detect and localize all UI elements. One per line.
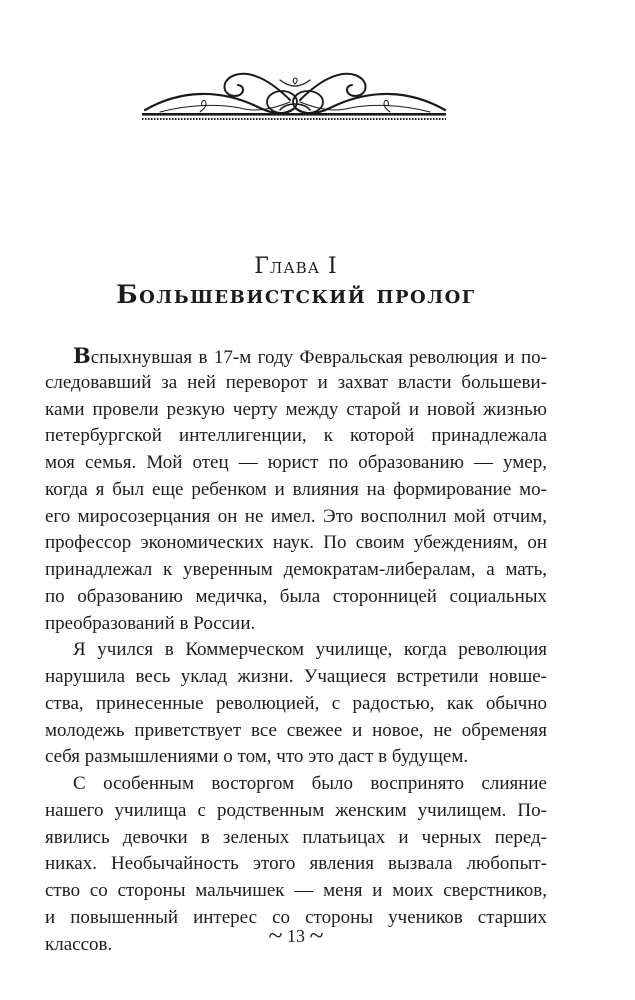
body-text — [45, 343, 547, 958]
text-line: преобразований в России. — [45, 612, 256, 634]
tilde-ornament-icon: ~ — [309, 921, 324, 950]
text-line: себя размышлениями о том, что это даст в будущем. — [45, 746, 469, 768]
text-line: ками провели резкую черту между старой и новой жизнью — [45, 398, 547, 420]
text-line: никах. Необычайность этого явления вызвала любопыт- — [45, 853, 547, 875]
text-line: явились девочки в зеленых платьицах и черных перед- — [45, 826, 547, 848]
text-line: и повышенный интерес со стороны учеников старших — [45, 906, 547, 928]
text-line: моя семья. Мой отец — юрист по образованию — умер, — [45, 452, 547, 473]
text-line: классов. — [45, 933, 113, 955]
paragraph-2 — [45, 637, 547, 771]
text-line: следовавший за ней переворот и захват власти большеви- — [45, 371, 547, 393]
page-number-footer — [0, 921, 592, 951]
text-line: принадлежал к уверенным демократам-либералам, а мать, — [45, 559, 547, 580]
text-line: нарушила весь уклад жизни. Учащиеся встретили новше- — [45, 666, 547, 687]
paragraph-1 — [45, 343, 547, 637]
text-line: нашего училища с родственным женским училищем. По- — [45, 799, 547, 821]
text-line: когда я был еще ребенком и влияния на формирование мо- — [45, 478, 547, 500]
header-ornament-icon — [140, 60, 450, 124]
chapter-title: Большевистский пролог — [116, 280, 476, 309]
text-line: ства, принесенные революцией, с радостью, как обычно — [45, 692, 547, 714]
chapter-label: Глава I — [254, 254, 338, 279]
text-line: ство со стороны мальчишек — меня и моих сверстников, — [45, 880, 547, 901]
text-line: петербургской интеллигенции, к которой принадлежала — [45, 425, 547, 447]
text-line: его миросозерцания он не имел. Это восполнил мой отчим, — [45, 505, 547, 527]
text-line: Я учился в Коммерческом училище, когда революция — [73, 639, 547, 661]
text-line: Вспыхнувшая в 17-м году Февральская революция и по- — [73, 343, 547, 368]
page-number: 13 — [287, 926, 305, 946]
dropcap: В — [73, 343, 91, 368]
text-line: С особенным восторгом было воспринято слияние — [73, 773, 547, 794]
text-line: молодежь приветствует все свежее и новое, не обременяя — [45, 719, 547, 741]
tilde-ornament-icon: ~ — [268, 921, 283, 950]
text-line: по образованию медичка, была сторонницей социальных — [45, 585, 547, 607]
text-line: профессор экономических наук. По своим убеждениям, он — [45, 532, 547, 554]
